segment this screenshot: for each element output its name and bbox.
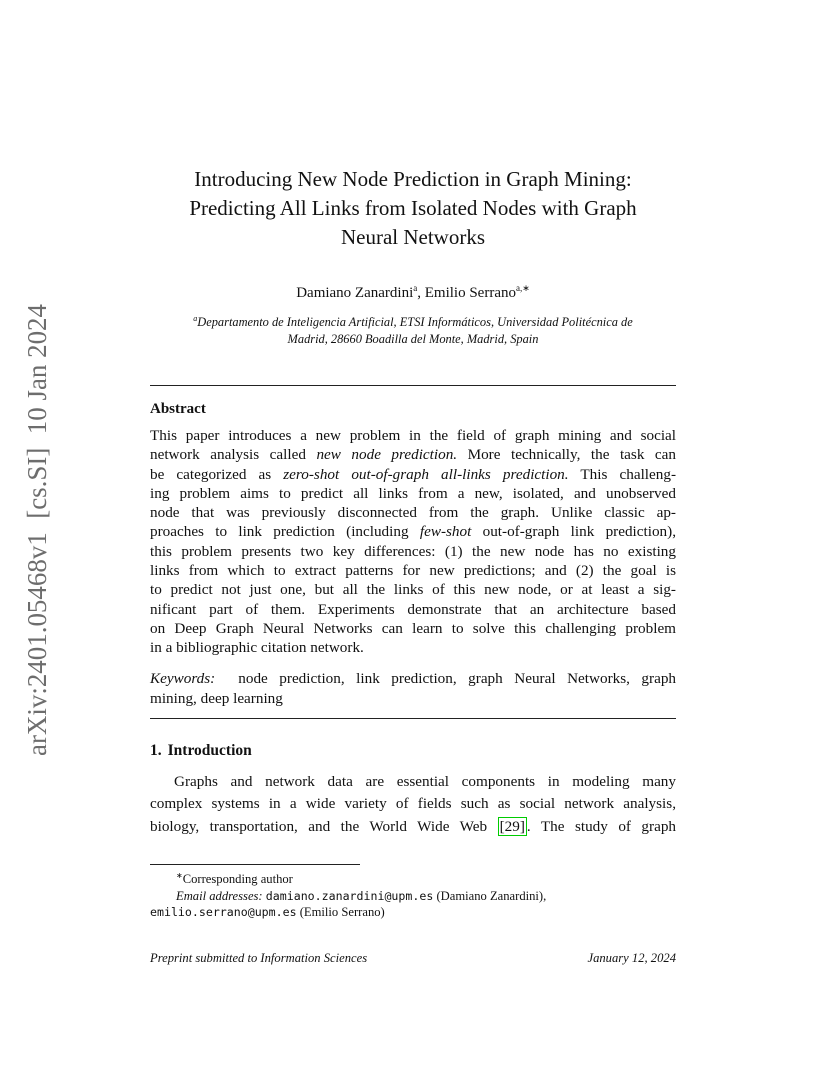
- arxiv-identifier-stamp: [17, 302, 57, 758]
- abstract-text: links from which to extract patterns for new predictions; and (2) the goal is: [150, 562, 676, 580]
- abstract-text: to predict not just one, but all the links of this new node, or at least a sig-: [150, 581, 676, 599]
- abstract-line: [150, 465, 676, 484]
- keywords-line: mining, deep learning: [150, 689, 283, 707]
- abstract-line: [150, 638, 676, 657]
- abstract-line: [150, 484, 676, 503]
- section-title: Introduction: [167, 741, 252, 759]
- abstract-line: [150, 426, 676, 445]
- author-name: Emilio Serrano: [424, 285, 516, 301]
- preprint-venue: Preprint submitted to Information Sciences: [150, 950, 368, 965]
- section-number: 1.: [150, 741, 162, 759]
- abstract-line: [150, 619, 676, 638]
- keywords-line: [150, 669, 676, 689]
- footnote-emails: [150, 888, 676, 905]
- citation-link[interactable]: [29]: [499, 817, 525, 835]
- abstract-top-rule: [150, 385, 676, 386]
- footnote-text: Corresponding author: [182, 872, 293, 887]
- preprint-footer: [150, 951, 676, 966]
- arxiv-identifier-text: arXiv:2401.05468v1 [cs.SI] 10 Jan 2024: [22, 303, 52, 756]
- affiliation-line: Madrid, 28660 Boadilla del Monte, Madrid, Spain: [287, 332, 539, 346]
- abstract-text: nificant part of them. Experiments demonstrate that an architecture based: [150, 600, 676, 618]
- abstract-line: [150, 522, 676, 541]
- introduction-body: [150, 771, 676, 839]
- author-list: [150, 284, 676, 302]
- paper-title: [150, 165, 676, 252]
- abstract-emphasis: zero-shot out-of-graph all-links prediction.: [283, 465, 569, 483]
- abstract-text: this problem presents two key differences: (1) the new node has no existing: [150, 542, 676, 560]
- abstract-text: ing problem aims to predict all links from a new, isolated, and unobserved: [150, 484, 676, 502]
- keywords-label: Keywords:: [150, 669, 216, 687]
- email-label: Email addresses:: [176, 888, 263, 903]
- abstract-emphasis: new node prediction.: [316, 446, 458, 464]
- abstract-text: node that was previously disconnected from the graph. Unlike classic ap-: [150, 504, 676, 522]
- abstract-text: More technically, the task can: [457, 446, 676, 464]
- abstract-line: [150, 600, 676, 619]
- abstract-line: [150, 503, 676, 522]
- paper-first-page: [150, 165, 676, 966]
- abstract-line: [150, 561, 676, 580]
- abstract-line: [150, 580, 676, 599]
- intro-line: Graphs and network data are essential components in modeling many: [174, 772, 676, 790]
- author-affiliation-mark: a,∗: [515, 283, 530, 293]
- footnotes: [150, 871, 676, 921]
- footnote-mark: ∗: [176, 871, 183, 881]
- intro-line: complex systems in a wide variety of fields such as social network analysis,: [150, 795, 676, 813]
- email-owner: (Damiano Zanardini),: [433, 888, 547, 903]
- email-address[interactable]: damiano.zanardini@upm.es: [265, 888, 434, 903]
- abstract-text: in a bibliographic citation network.: [150, 639, 364, 657]
- intro-line: [150, 816, 676, 839]
- affiliation-mark: a: [193, 314, 198, 323]
- title-line: Predicting All Links from Isolated Nodes with Graph: [189, 196, 637, 220]
- abstract-text: network analysis called: [150, 446, 317, 464]
- keywords-text: node prediction, link prediction, graph Neural Networks, graph: [238, 669, 677, 687]
- affiliation-text: Departamento de Inteligencia Artificial, ETSI Informáticos, Universidad Politécnica de: [197, 315, 633, 329]
- email-owner: (Emilio Serrano): [296, 905, 385, 920]
- footnote-emails-cont: [150, 904, 676, 921]
- introduction-heading: [150, 742, 676, 760]
- preprint-date: January 12, 2024: [587, 950, 676, 965]
- abstract-body: [150, 426, 676, 658]
- intro-text: biology, transportation, and the World Wide Web: [150, 817, 498, 835]
- abstract-text: This paper introduces a new problem in the field of graph mining and social: [150, 427, 676, 444]
- abstract-bottom-rule: [150, 718, 676, 719]
- intro-text: . The study of graph: [526, 817, 677, 835]
- title-line: Introducing New Node Prediction in Graph Mining:: [194, 167, 632, 191]
- title-line: Neural Networks: [340, 225, 486, 249]
- affiliation: [150, 314, 676, 348]
- abstract-emphasis: few-shot: [419, 523, 472, 541]
- abstract-text: proaches to link prediction (including: [150, 523, 420, 541]
- abstract-text: be categorized as: [150, 465, 284, 483]
- affiliation-line: [150, 314, 676, 331]
- abstract-line: [150, 445, 676, 464]
- email-address[interactable]: emilio.serrano@upm.es: [150, 905, 297, 920]
- footnote-corresponding: [150, 871, 676, 888]
- abstract-heading: Abstract: [150, 401, 206, 417]
- keywords: [150, 669, 676, 709]
- abstract-text: on Deep Graph Neural Networks can learn to solve this challenging problem: [150, 619, 676, 637]
- abstract-text: This challeng-: [568, 465, 676, 483]
- footnote-rule: [150, 864, 360, 865]
- author-name: Damiano Zanardini: [296, 285, 414, 301]
- author-affiliation-mark: a: [413, 283, 418, 293]
- author-separator: ,: [417, 285, 425, 301]
- abstract-text: out-of-graph link prediction),: [471, 523, 676, 541]
- abstract-line: [150, 542, 676, 561]
